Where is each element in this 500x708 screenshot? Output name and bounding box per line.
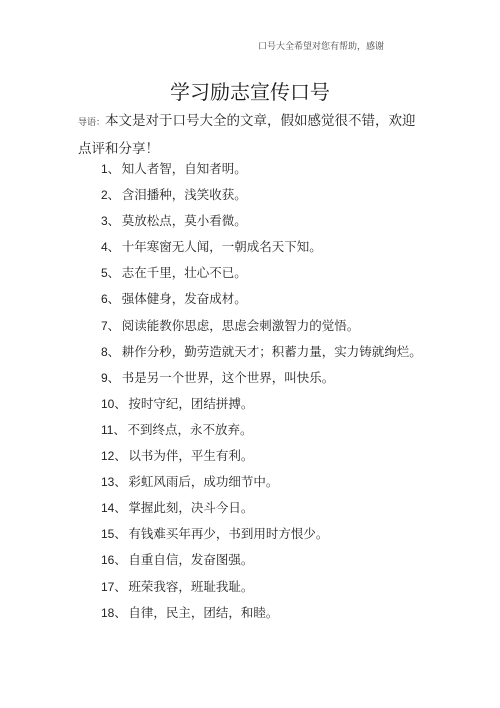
- document-title: 学习励志宣传口号: [170, 80, 330, 104]
- slogan-item: [101, 417, 441, 443]
- slogan-number: 6、: [101, 292, 120, 307]
- slogan-item: [101, 469, 441, 495]
- slogan-item: [101, 156, 441, 182]
- slogan-text: 耕作分秒，勤劳造就天才；积蓄力量，实力铸就绚烂。: [121, 343, 422, 359]
- slogan-item: [101, 600, 441, 626]
- slogan-number: 8、: [101, 344, 120, 359]
- slogan-text: 班荣我容，班耻我耻。: [128, 578, 254, 594]
- slogan-text: 按时守纪，团结拼搏。: [128, 395, 254, 411]
- slogan-number: 7、: [101, 318, 120, 333]
- slogan-text: 自律，民主，团结，和睦。: [128, 604, 279, 620]
- slogan-number: 4、: [101, 240, 120, 255]
- slogan-number: 17、: [101, 579, 127, 594]
- intro-text: 本文是对于口号大全的文章，假如感觉很不错，欢迎点评和分享！: [78, 113, 416, 157]
- slogan-text: 掌握此刻，决斗今日。: [128, 500, 254, 516]
- slogan-text: 强体健身，发奋成材。: [121, 291, 247, 307]
- intro-paragraph: [78, 108, 423, 162]
- intro-label: 导语：: [78, 118, 106, 128]
- slogan-number: 5、: [101, 266, 120, 281]
- slogan-text: 有钱难买年再少，书到用时方恨少。: [128, 526, 329, 542]
- slogan-number: 11、: [101, 422, 126, 437]
- header-note: 口号大全希望对您有帮助，感谢: [257, 42, 384, 52]
- slogan-text: 知人者智，自知者明。: [121, 161, 247, 176]
- slogan-number: 1、: [101, 162, 120, 176]
- slogan-number: 10、: [101, 396, 127, 411]
- slogan-item: [101, 365, 441, 391]
- slogan-text: 书是另一个世界，这个世界，叫快乐。: [121, 369, 335, 385]
- slogan-text: 莫放松点，莫小看微。: [121, 213, 247, 229]
- slogan-number: 16、: [101, 553, 127, 568]
- slogan-item: [101, 391, 441, 417]
- slogan-text: 十年寒窗无人闻，一朝成名天下知。: [121, 239, 322, 255]
- slogan-item: [101, 547, 441, 573]
- slogan-text: 志在千里，壮心不已。: [121, 265, 247, 281]
- slogan-text: 含泪播种，浅笑收获。: [121, 187, 247, 203]
- slogan-number: 18、: [101, 605, 127, 620]
- slogan-text: 以书为伴，平生有利。: [128, 448, 254, 464]
- slogan-text: 不到终点，永不放弃。: [127, 421, 253, 437]
- slogan-text: 阅读能教你思虑，思虑会刺激智力的觉悟。: [121, 317, 360, 333]
- slogan-text: 彩虹风雨后，成功细节中。: [128, 474, 279, 490]
- slogan-text: 自重自信，发奋图强。: [128, 552, 254, 568]
- slogan-list: [101, 156, 441, 626]
- slogan-number: 9、: [101, 370, 120, 385]
- slogan-number: 3、: [101, 214, 120, 229]
- slogan-item: [101, 313, 441, 339]
- slogan-item: [101, 339, 441, 365]
- slogan-item: [101, 260, 441, 286]
- slogan-number: 14、: [101, 501, 127, 516]
- slogan-item: [101, 521, 441, 547]
- slogan-item: [101, 182, 441, 208]
- slogan-item: [101, 234, 441, 260]
- slogan-number: 15、: [101, 527, 127, 542]
- slogan-number: 13、: [101, 475, 127, 490]
- slogan-item: [101, 495, 441, 521]
- slogan-item: [101, 574, 441, 600]
- slogan-item: [101, 443, 441, 469]
- slogan-number: 2、: [101, 188, 120, 203]
- slogan-item: [101, 286, 441, 312]
- slogan-item: [101, 208, 441, 234]
- slogan-number: 12、: [101, 449, 127, 464]
